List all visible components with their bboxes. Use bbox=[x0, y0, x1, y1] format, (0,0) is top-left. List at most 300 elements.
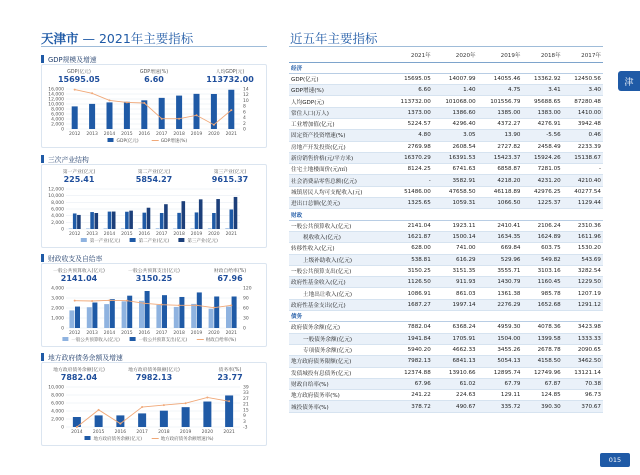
y-tick-label: 8,000 bbox=[51, 107, 64, 113]
table-row bbox=[289, 141, 603, 152]
y2-tick-label: 12 bbox=[243, 93, 249, 99]
row-value: 1530.20 bbox=[563, 243, 603, 254]
x-tick-label: 2012 bbox=[68, 132, 81, 137]
fiscal-kpi-1: 一般公共预算收入(亿元) 2141.04 bbox=[53, 269, 105, 283]
y-tick-label: 0 bbox=[61, 326, 64, 332]
row-value: - bbox=[563, 164, 603, 175]
legend-label: GDP(亿元) bbox=[116, 139, 139, 144]
row-value: 16370.29 bbox=[388, 152, 433, 163]
x-tick-label: 2013 bbox=[86, 132, 98, 137]
legend-swatch bbox=[81, 238, 87, 242]
row-value: 4.75 bbox=[478, 85, 523, 96]
row-value bbox=[522, 209, 562, 220]
bar bbox=[160, 213, 164, 229]
bar bbox=[147, 208, 151, 229]
row-value: 4662.33 bbox=[433, 344, 478, 355]
line-point bbox=[161, 118, 163, 120]
bar bbox=[182, 407, 190, 427]
row-value: 1.40 bbox=[433, 85, 478, 96]
row-value: 741.00 bbox=[433, 243, 478, 254]
row-value bbox=[522, 62, 562, 73]
row-value: 95688.65 bbox=[522, 96, 562, 107]
table-row bbox=[289, 344, 603, 355]
bar bbox=[225, 228, 229, 229]
row-value: 67.87 bbox=[522, 378, 562, 389]
row-value bbox=[563, 62, 603, 73]
bar bbox=[234, 197, 238, 229]
legend-label: 第一产业(亿元) bbox=[89, 239, 121, 244]
industry-kpi-1: 第一产业(亿元) 225.41 bbox=[62, 170, 96, 184]
bar bbox=[162, 295, 167, 328]
row-value: 15924.26 bbox=[522, 152, 562, 163]
table-row bbox=[289, 288, 603, 299]
x-tick-label: 2017 bbox=[155, 232, 168, 237]
row-value: - bbox=[388, 175, 433, 186]
row-value bbox=[478, 62, 523, 73]
x-tick-label: 2015 bbox=[121, 232, 133, 237]
x-tick-label: 2021 bbox=[225, 132, 238, 137]
bar bbox=[95, 415, 103, 427]
row-value: 129.11 bbox=[478, 390, 523, 401]
legend-label: 第二产业(亿元) bbox=[138, 239, 170, 244]
y-tick-label: 6,000 bbox=[51, 401, 64, 407]
row-value: 1410.00 bbox=[563, 107, 603, 118]
row-value: 7281.05 bbox=[522, 164, 562, 175]
row-value: 241.22 bbox=[388, 390, 433, 401]
row-value: 3.41 bbox=[522, 85, 562, 96]
row-label: 固定资产投资增速(%) bbox=[289, 130, 388, 141]
legend-swatch bbox=[130, 238, 136, 242]
y-tick-label: 2,000 bbox=[51, 220, 64, 226]
table-row bbox=[289, 277, 603, 288]
x-tick-label: 2014 bbox=[71, 430, 83, 435]
y2-tick-label: 14 bbox=[243, 87, 249, 93]
header-year: 2021年 bbox=[388, 48, 433, 62]
legend-label: 一般公共预算收入(亿元) bbox=[71, 338, 120, 343]
row-value: 1086.91 bbox=[388, 288, 433, 299]
row-value: 370.67 bbox=[563, 401, 603, 412]
y2-tick-label: 27 bbox=[243, 396, 249, 402]
table-header bbox=[289, 48, 603, 62]
y-tick-label: 4,000 bbox=[51, 409, 64, 415]
y2-tick-label: 120 bbox=[243, 286, 252, 292]
row-value: 1430.79 bbox=[478, 277, 523, 288]
industry-kpi-3: 第三产业(亿元) 9615.37 bbox=[211, 170, 249, 184]
line-point bbox=[178, 118, 180, 120]
bar bbox=[203, 402, 211, 427]
row-value: 12374.88 bbox=[388, 367, 433, 378]
row-label: 城镇居民人均可支配收入(元) bbox=[289, 186, 388, 197]
table-category-row bbox=[289, 62, 603, 73]
x-tick-label: 2015 bbox=[121, 132, 133, 137]
bar bbox=[124, 102, 130, 129]
row-value: 101556.79 bbox=[478, 96, 523, 107]
row-value: 1160.45 bbox=[522, 277, 562, 288]
table-row bbox=[289, 186, 603, 197]
y2-tick-label: 9 bbox=[243, 414, 246, 420]
x-tick-label: 2018 bbox=[173, 232, 185, 237]
row-value: 1383.00 bbox=[522, 107, 562, 118]
row-label: 政府性基金支出(亿元) bbox=[289, 299, 388, 310]
bar bbox=[156, 305, 161, 328]
row-value: 3582.91 bbox=[433, 175, 478, 186]
y-tick-label: 16,000 bbox=[48, 87, 64, 93]
y-tick-label: 8,000 bbox=[51, 393, 64, 399]
y2-tick-label: 15 bbox=[243, 408, 249, 414]
title-underline bbox=[41, 46, 267, 47]
row-value: 61.02 bbox=[433, 378, 478, 389]
row-label: 一般债务余额(亿元) bbox=[289, 333, 388, 344]
row-value: 1229.50 bbox=[563, 277, 603, 288]
row-value: 2233.39 bbox=[563, 141, 603, 152]
row-value: 101068.00 bbox=[433, 96, 478, 107]
table-row bbox=[289, 265, 603, 276]
gdp-kpi-2: GDP增速(%) 6.60 bbox=[139, 70, 169, 84]
table-row bbox=[289, 175, 603, 186]
industry-kpi-2: 第二产业(亿元) 5854.27 bbox=[135, 170, 173, 184]
line-point bbox=[91, 300, 93, 302]
row-label: 土地出让收入(亿元) bbox=[289, 288, 388, 299]
y-tick-label: 8,000 bbox=[51, 200, 64, 206]
y2-tick-label: 0 bbox=[243, 326, 246, 332]
row-value: 3282.54 bbox=[563, 265, 603, 276]
bar bbox=[182, 201, 186, 229]
line-point bbox=[109, 299, 111, 301]
bar bbox=[69, 228, 73, 229]
row-label: 常住人口(万人) bbox=[289, 107, 388, 118]
row-value: 2410.41 bbox=[478, 220, 523, 231]
legend-label: 地方政府债务余额增速(%) bbox=[160, 437, 214, 442]
legend-label: GDP增速(%) bbox=[160, 139, 188, 144]
row-label: 上级补助收入(亿元) bbox=[289, 254, 388, 265]
row-value: 6.60 bbox=[388, 85, 433, 96]
row-value: 1399.58 bbox=[522, 333, 562, 344]
bar bbox=[86, 228, 90, 229]
bar bbox=[216, 199, 220, 229]
legend-label: 一般公共预算支出(亿元) bbox=[138, 338, 188, 343]
y2-tick-label: 6 bbox=[243, 110, 246, 116]
row-value: 113732.00 bbox=[388, 96, 433, 107]
row-value: 543.69 bbox=[563, 254, 603, 265]
y2-tick-label: -3 bbox=[243, 425, 248, 431]
bar bbox=[122, 301, 127, 328]
row-label: 一般公共预算支出(亿元) bbox=[289, 265, 388, 276]
bar bbox=[195, 212, 199, 229]
bar bbox=[173, 228, 177, 229]
row-label: 住宅土地楼面价(元/㎡) bbox=[289, 164, 388, 175]
bar bbox=[90, 212, 94, 229]
y2-tick-label: 39 bbox=[243, 385, 249, 391]
table-row bbox=[289, 152, 603, 163]
row-value: 3942.48 bbox=[563, 118, 603, 129]
y-tick-label: 10,000 bbox=[48, 102, 64, 108]
x-tick-label: 2018 bbox=[173, 132, 185, 137]
bar bbox=[75, 307, 80, 328]
legend-label: 财政自给率(%) bbox=[205, 338, 237, 343]
x-tick-label: 2017 bbox=[155, 132, 168, 137]
y-tick-label: 0 bbox=[61, 227, 64, 233]
row-value: 1652.68 bbox=[522, 299, 562, 310]
bar bbox=[174, 307, 179, 328]
row-value: 12749.96 bbox=[522, 367, 562, 378]
y2-tick-label: 33 bbox=[243, 391, 249, 397]
table-row bbox=[289, 367, 603, 378]
y2-tick-label: 10 bbox=[243, 98, 249, 104]
row-value: -5.56 bbox=[522, 130, 562, 141]
row-value bbox=[433, 62, 478, 73]
row-value: 1997.14 bbox=[433, 299, 478, 310]
row-value: 4276.91 bbox=[522, 118, 562, 129]
table-row bbox=[289, 107, 603, 118]
row-value: 4210.40 bbox=[563, 175, 603, 186]
row-value: 13.90 bbox=[478, 130, 523, 141]
row-value: 4078.36 bbox=[522, 322, 562, 333]
y-tick-label: 0 bbox=[61, 127, 64, 133]
line-point bbox=[141, 406, 143, 408]
legend-swatch bbox=[178, 238, 184, 242]
bar bbox=[179, 297, 184, 328]
bar bbox=[194, 94, 200, 129]
line-point bbox=[178, 304, 180, 306]
y2-tick-label: 2 bbox=[243, 121, 246, 127]
row-value: 7882.04 bbox=[388, 322, 433, 333]
row-value: 3150.25 bbox=[388, 265, 433, 276]
bar bbox=[89, 104, 95, 129]
row-value bbox=[388, 209, 433, 220]
x-tick-label: 2020 bbox=[208, 331, 220, 336]
row-value: 124.85 bbox=[522, 390, 562, 401]
gdp-chart bbox=[42, 85, 266, 147]
x-tick-label: 2019 bbox=[190, 232, 203, 237]
row-label: 财政 bbox=[289, 209, 388, 220]
row-value: 224.63 bbox=[433, 390, 478, 401]
fiscal-heading: 财政收支及自给率 bbox=[41, 253, 102, 263]
row-label: 地方政府债务率(%) bbox=[289, 390, 388, 401]
bar bbox=[164, 204, 168, 229]
gdp-kpi-1: GDP(亿元) 15695.05 bbox=[57, 70, 100, 84]
x-tick-label: 2020 bbox=[208, 232, 220, 237]
row-value: 2141.04 bbox=[388, 220, 433, 231]
row-value: 13121.14 bbox=[563, 367, 603, 378]
table-row bbox=[289, 243, 603, 254]
x-tick-label: 2019 bbox=[190, 132, 203, 137]
x-tick-label: 2016 bbox=[114, 430, 127, 435]
row-value: 335.72 bbox=[478, 401, 523, 412]
right-title: 近五年主要指标 bbox=[290, 31, 378, 46]
row-value: 13362.92 bbox=[522, 73, 562, 84]
table-row bbox=[289, 96, 603, 107]
row-value: 4372.27 bbox=[478, 118, 523, 129]
row-value: 6858.87 bbox=[478, 164, 523, 175]
y-tick-label: 6,000 bbox=[51, 112, 64, 118]
legend-swatch bbox=[130, 337, 136, 341]
bar bbox=[156, 228, 160, 229]
row-value: 911.93 bbox=[433, 277, 478, 288]
row-label: 进出口总额(亿美元) bbox=[289, 198, 388, 209]
bar bbox=[129, 211, 133, 229]
row-value: 4158.50 bbox=[522, 356, 562, 367]
row-value: 4959.30 bbox=[478, 322, 523, 333]
row-value: 1291.12 bbox=[563, 299, 603, 310]
row-label: 一般公共预算收入(亿元) bbox=[289, 220, 388, 231]
row-value: 2608.54 bbox=[433, 141, 478, 152]
y-tick-label: 4,000 bbox=[51, 117, 64, 123]
table-row bbox=[289, 231, 603, 242]
y-tick-label: 14,000 bbox=[48, 92, 64, 98]
row-value: 2090.65 bbox=[563, 344, 603, 355]
x-tick-label: 2019 bbox=[179, 430, 192, 435]
header-year: 2018年 bbox=[522, 48, 562, 62]
x-tick-label: 2017 bbox=[155, 331, 168, 336]
row-value: 3555.71 bbox=[478, 265, 523, 276]
row-value bbox=[478, 209, 523, 220]
row-value: 12895.74 bbox=[478, 367, 523, 378]
industry-chart bbox=[42, 185, 266, 247]
bar bbox=[104, 304, 109, 328]
industry-panel bbox=[41, 164, 267, 248]
y-tick-label: 2,000 bbox=[51, 306, 64, 312]
bar bbox=[160, 411, 168, 427]
row-value: 1325.65 bbox=[388, 198, 433, 209]
bar bbox=[209, 309, 214, 328]
fiscal-kpi-2: 一般公共预算支出(亿元) 3150.25 bbox=[128, 269, 180, 283]
row-value: 5224.57 bbox=[388, 118, 433, 129]
bar bbox=[87, 307, 92, 328]
line-point bbox=[119, 423, 121, 425]
table-row bbox=[289, 401, 603, 412]
bar bbox=[110, 299, 115, 328]
row-value: 1941.84 bbox=[388, 333, 433, 344]
bar bbox=[225, 395, 233, 427]
line-point bbox=[109, 99, 111, 101]
y-tick-label: 1,000 bbox=[51, 316, 64, 322]
bar bbox=[69, 310, 74, 328]
bar bbox=[138, 228, 142, 229]
line-point bbox=[206, 396, 208, 398]
bar bbox=[107, 102, 113, 129]
row-value: 4.80 bbox=[388, 130, 433, 141]
x-tick-label: 2014 bbox=[103, 132, 116, 137]
y2-tick-label: 3 bbox=[243, 419, 246, 425]
gdp-panel bbox=[41, 64, 267, 148]
x-tick-label: 2020 bbox=[201, 430, 214, 435]
legend-label: 地方政府债务余额(亿元) bbox=[93, 437, 143, 442]
x-tick-label: 2016 bbox=[138, 132, 151, 137]
x-tick-label: 2021 bbox=[225, 331, 238, 336]
row-value: 96.73 bbox=[563, 390, 603, 401]
gdp-kpi-3: 人均GDP(元) 113732.00 bbox=[206, 70, 254, 84]
x-tick-label: 2018 bbox=[158, 430, 170, 435]
row-value bbox=[388, 62, 433, 73]
row-value: 1624.89 bbox=[522, 231, 562, 242]
bar bbox=[73, 213, 77, 229]
row-value: 3462.50 bbox=[563, 356, 603, 367]
y-tick-label: 12,000 bbox=[48, 187, 64, 193]
row-value: 8124.25 bbox=[388, 164, 433, 175]
row-label: 工业增加值(亿元) bbox=[289, 118, 388, 129]
row-value: 5940.20 bbox=[388, 344, 433, 355]
row-label: 债务 bbox=[289, 311, 388, 322]
debt-kpi-1: 地方政府债务余额(亿元) 7882.04 bbox=[53, 368, 105, 382]
debt-kpi-2: 地方政府债务限额(亿元) 7982.13 bbox=[128, 368, 180, 382]
bar bbox=[230, 209, 234, 229]
row-value: 14055.46 bbox=[478, 73, 523, 84]
line-point bbox=[126, 101, 128, 103]
row-value: 1386.60 bbox=[433, 107, 478, 118]
row-value: 549.82 bbox=[522, 254, 562, 265]
x-tick-label: 2016 bbox=[138, 331, 151, 336]
bar bbox=[191, 228, 195, 229]
row-value: 1126.50 bbox=[388, 277, 433, 288]
row-value: 6368.24 bbox=[433, 322, 478, 333]
row-value: 378.72 bbox=[388, 401, 433, 412]
row-label: 专项债务余额(亿元) bbox=[289, 344, 388, 355]
row-value: 3455.26 bbox=[478, 344, 523, 355]
legend-swatch bbox=[108, 138, 114, 142]
row-value: 4218.20 bbox=[478, 175, 523, 186]
row-value bbox=[563, 311, 603, 322]
row-label: GDP(亿元) bbox=[289, 73, 388, 84]
row-value bbox=[478, 311, 523, 322]
row-value: 12450.56 bbox=[563, 73, 603, 84]
page-title: 天津市 — 2021年主要指标 bbox=[41, 31, 194, 46]
legend-swatch bbox=[62, 337, 68, 341]
row-value: 46118.89 bbox=[478, 186, 523, 197]
y-tick-label: 2,000 bbox=[51, 417, 64, 423]
bar bbox=[226, 307, 231, 328]
x-tick-label: 2014 bbox=[103, 232, 116, 237]
row-value: 1373.00 bbox=[388, 107, 433, 118]
line-point bbox=[143, 302, 145, 304]
bar bbox=[177, 213, 181, 229]
row-value: 1611.96 bbox=[563, 231, 603, 242]
gdp-heading: GDP规模及增速 bbox=[41, 54, 97, 64]
left-column bbox=[0, 0, 272, 475]
line-point bbox=[196, 114, 198, 116]
bar bbox=[92, 303, 97, 328]
bar bbox=[139, 301, 144, 328]
line-point bbox=[161, 304, 163, 306]
table-row bbox=[289, 130, 603, 141]
row-value: 15138.67 bbox=[563, 152, 603, 163]
row-label: 社会消费品零售总额(亿元) bbox=[289, 175, 388, 186]
table-row bbox=[289, 333, 603, 344]
row-value: 1361.38 bbox=[478, 288, 523, 299]
row-label: 地方政府债务限额(亿元) bbox=[289, 356, 388, 367]
row-value: 861.03 bbox=[433, 288, 478, 299]
row-value: 985.78 bbox=[522, 288, 562, 299]
row-label: 转移性收入(亿元) bbox=[289, 243, 388, 254]
fiscal-kpi-3: 财政自给率(%) 67.96 bbox=[213, 269, 247, 283]
bar bbox=[214, 296, 219, 328]
y2-tick-label: 60 bbox=[243, 306, 249, 312]
row-value: 1225.37 bbox=[522, 198, 562, 209]
row-value: 42976.25 bbox=[522, 186, 562, 197]
bar bbox=[95, 213, 99, 229]
row-value bbox=[433, 209, 478, 220]
table-row bbox=[289, 322, 603, 333]
x-tick-label: 2017 bbox=[136, 430, 148, 435]
row-value bbox=[388, 311, 433, 322]
row-value: 1923.11 bbox=[433, 220, 478, 231]
row-value: 1687.27 bbox=[388, 299, 433, 310]
row-value: 3423.98 bbox=[563, 322, 603, 333]
bar bbox=[232, 297, 237, 329]
row-value: 16391.53 bbox=[433, 152, 478, 163]
indicator-table bbox=[289, 48, 603, 413]
line-point bbox=[213, 307, 215, 309]
row-value: 2310.36 bbox=[563, 220, 603, 231]
